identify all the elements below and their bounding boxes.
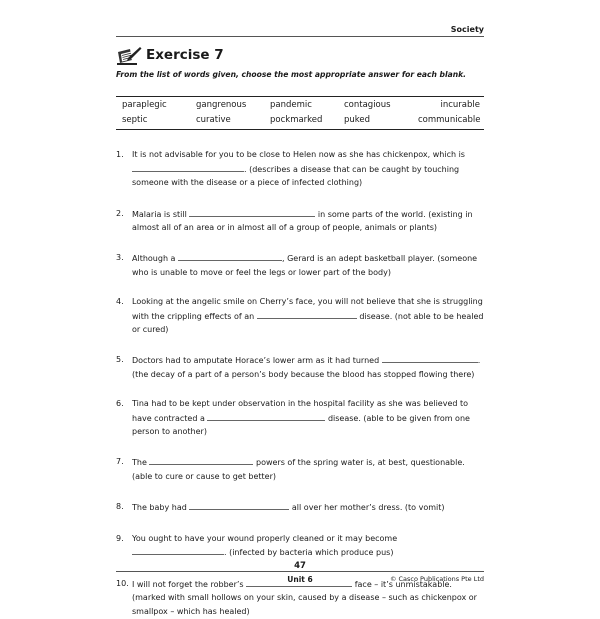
word-option: gangrenous bbox=[196, 100, 247, 110]
unit-label: Unit 6 bbox=[287, 575, 313, 584]
question-item bbox=[116, 148, 486, 190]
word-list-box bbox=[116, 96, 484, 130]
question-number: 10. bbox=[116, 578, 129, 588]
question-item bbox=[116, 455, 486, 483]
answer-blank[interactable] bbox=[178, 251, 282, 261]
question-text: powers of the spring water is, at best, questionable. (able to cure or cause to get better) bbox=[132, 457, 465, 481]
word-option: pockmarked bbox=[270, 115, 323, 125]
word-option: paraplegic bbox=[122, 100, 167, 110]
question-item bbox=[116, 207, 486, 235]
question-text: Doctors had to amputate Horace’s lower arm as it had turned bbox=[132, 355, 380, 365]
word-list-row bbox=[122, 100, 480, 110]
question-text: face – it’s unmistakable. (marked with small hollows on your skin, caused by a disease – such as chickenpox or smallpox – which has healed) bbox=[132, 579, 477, 617]
question-text: all over her mother’s dress. (to vomit) bbox=[291, 503, 445, 513]
answer-blank[interactable] bbox=[189, 500, 289, 510]
question-text: Although a bbox=[132, 253, 176, 263]
question-number: 3. bbox=[116, 252, 124, 262]
question-item bbox=[116, 251, 486, 279]
exercise-heading bbox=[116, 44, 224, 66]
word-option: contagious bbox=[344, 100, 391, 110]
word-option: puked bbox=[344, 115, 371, 125]
footer-rule bbox=[116, 571, 484, 572]
question-text: Malaria is still bbox=[132, 209, 187, 219]
question-item bbox=[116, 532, 486, 560]
page-number: 47 bbox=[294, 561, 306, 571]
question-text: , Gerard is an adept basketball player. (someone who is unable to move or feel the legs or lower part of the body) bbox=[132, 253, 478, 277]
question-list bbox=[116, 148, 486, 619]
question-text: The baby had bbox=[132, 503, 187, 513]
question-text: Looking at the angelic smile on Cherry’s face, you will not believe that she is struggling with the crippling effects of an bbox=[132, 297, 483, 321]
answer-blank[interactable] bbox=[132, 162, 244, 172]
instruction-text: From the list of words given, choose the most appropriate answer for each blank. bbox=[116, 70, 467, 79]
question-number: 4. bbox=[116, 297, 124, 307]
answer-blank[interactable] bbox=[149, 455, 253, 465]
question-item bbox=[116, 295, 486, 337]
question-text: It is not advisable for you to be close to Helen now as she has chickenpox, which is bbox=[132, 150, 465, 159]
question-text: You ought to have your wound properly cleaned or it may become bbox=[132, 533, 398, 543]
question-text: . (describes a disease that can be caught by touching someone with the disease or a piece of infected clothing) bbox=[132, 164, 460, 188]
question-number: 9. bbox=[116, 533, 124, 543]
word-option: incurable bbox=[440, 100, 480, 110]
question-text: Tina had to be kept under observation in the hospital facility as she was believed to have contracted a bbox=[132, 399, 469, 423]
word-list-row bbox=[122, 115, 480, 125]
question-text: I will not forget the robber’s bbox=[132, 579, 244, 589]
question-item bbox=[116, 353, 486, 381]
question-text: in some parts of the world. (existing in almost all of an area or in almost all of a group of people, animals or plants) bbox=[132, 209, 473, 233]
word-option: curative bbox=[196, 115, 231, 125]
question-number: 7. bbox=[116, 456, 124, 466]
answer-blank[interactable] bbox=[382, 353, 478, 363]
question-item bbox=[116, 397, 486, 439]
exercise-title: Exercise 7 bbox=[146, 47, 224, 63]
writing-pen-icon bbox=[116, 44, 142, 66]
question-item bbox=[116, 500, 486, 515]
answer-blank[interactable] bbox=[257, 309, 357, 319]
question-number: 5. bbox=[116, 354, 124, 364]
header-rule bbox=[116, 36, 484, 37]
question-number: 8. bbox=[116, 502, 124, 512]
copyright-notice: © Casco Publications Pte Ltd bbox=[389, 575, 484, 583]
question-number: 6. bbox=[116, 399, 124, 409]
question-text: . (the decay of a part of a person’s body because the blood has stopped flowing there) bbox=[132, 355, 481, 379]
running-head: Society bbox=[450, 25, 484, 34]
question-number: 2. bbox=[116, 208, 124, 218]
word-option: communicable bbox=[418, 115, 481, 125]
answer-blank[interactable] bbox=[189, 207, 315, 217]
question-text: The bbox=[132, 457, 147, 467]
question-text: disease. (not able to be healed or cured) bbox=[132, 311, 484, 335]
question-text: disease. (able to be given from one person to another) bbox=[132, 413, 470, 437]
answer-blank[interactable] bbox=[132, 545, 224, 555]
answer-blank[interactable] bbox=[207, 411, 325, 421]
word-option: pandemic bbox=[270, 100, 312, 110]
question-text: . (infected by bacteria which produce pus) bbox=[224, 548, 394, 558]
question-number: 1. bbox=[116, 150, 124, 159]
word-option: septic bbox=[122, 115, 148, 125]
